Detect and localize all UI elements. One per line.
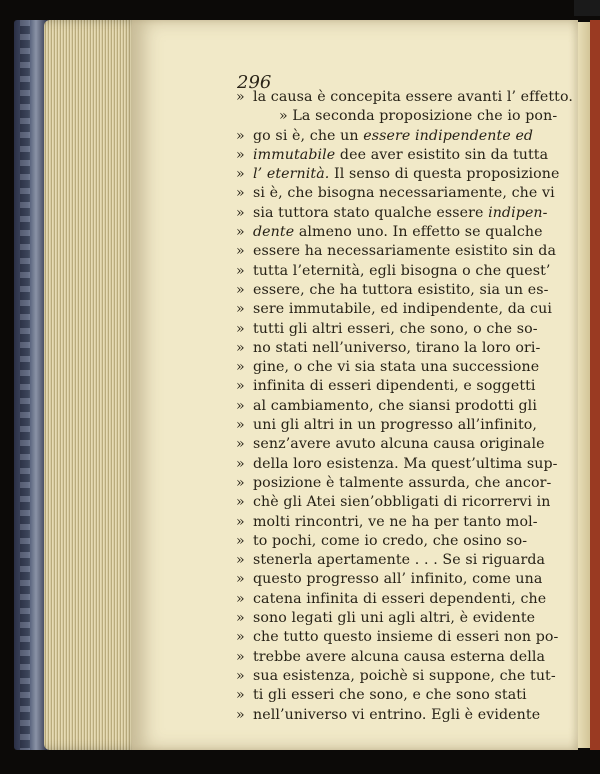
text-run: molti rincontri, ve ne ha per tanto mol-: [253, 513, 538, 530]
text-line: [236, 667, 558, 686]
text-line: [236, 706, 558, 725]
text-run: dee aver esistito sin da tutta: [335, 146, 549, 163]
book-clip: [574, 0, 600, 16]
quote-mark: »: [236, 146, 245, 163]
quote-mark: »: [236, 474, 245, 491]
text-run: l’ eternità.: [253, 166, 330, 183]
text-line: [236, 184, 558, 203]
text-run: to pochi, come io credo, che osino so-: [253, 532, 528, 549]
quote-mark: »: [236, 185, 245, 202]
text-run: sua esistenza, poichè si suppone, che tut-: [253, 667, 556, 684]
quote-mark: »: [236, 513, 245, 530]
text-line: [236, 609, 558, 628]
text-line: [236, 146, 558, 165]
page-edges: [44, 20, 140, 750]
text-run: essere ha necessariamente esistito sin da: [253, 243, 557, 260]
text-line: [236, 551, 558, 570]
text-run: no stati nell’universo, tirano la loro ori-: [253, 339, 541, 356]
text-line: [236, 107, 558, 126]
text-line: [236, 358, 558, 377]
text-line: [236, 339, 558, 358]
quote-mark: »: [236, 455, 245, 472]
quote-mark: »: [236, 436, 245, 453]
quote-mark: »: [236, 417, 245, 434]
quote-mark: »: [236, 629, 245, 646]
text-line: [236, 455, 558, 474]
quote-mark: »: [236, 224, 245, 241]
quote-mark: »: [236, 339, 245, 356]
quote-mark: »: [236, 706, 245, 723]
quote-mark: »: [236, 687, 245, 704]
text-line: [236, 204, 558, 223]
text-line: [236, 165, 558, 184]
text-run: go si è, che un: [253, 127, 364, 144]
quote-mark: »: [236, 667, 245, 684]
text-line: [236, 281, 558, 300]
text-run: nell’universo vi entrino. Egli è evidente: [253, 706, 541, 723]
text-line: [236, 416, 558, 435]
text-line: [236, 513, 558, 532]
quote-mark: »: [236, 532, 245, 549]
text-run: la causa è concepita essere avanti l’ effetto.: [253, 89, 573, 105]
text-run: trebbe avere alcuna causa esterna della: [253, 648, 546, 665]
text-run: gine, o che vi sia stata una successione: [253, 359, 540, 376]
quote-mark: »: [236, 127, 245, 144]
text-run: chè gli Atei sien’obbligati di ricorrervi in: [253, 494, 551, 511]
quote-mark: »: [236, 204, 245, 221]
text-run: immutabile: [253, 146, 336, 163]
text-line: [236, 628, 558, 647]
text-run: almeno uno. In effetto se qualche: [294, 224, 543, 241]
quote-mark: »: [236, 166, 245, 183]
text-line: [236, 397, 558, 416]
text-run: sono legati gli uni agli altri, è evidente: [253, 610, 536, 627]
text-run: » La seconda proposizione che io pon-: [279, 108, 558, 125]
text-run: catena infinita di esseri dependenti, che: [253, 590, 547, 607]
text-run: sia tuttora stato qualche essere: [253, 204, 489, 221]
quote-mark: »: [236, 359, 245, 376]
quote-mark: »: [236, 590, 245, 607]
quote-mark: »: [236, 494, 245, 511]
text-run: sere immutabile, ed indipendente, da cui: [253, 301, 552, 318]
text-line: [236, 474, 558, 493]
text-run: tutti gli altri esseri, che sono, o che so-: [253, 320, 538, 337]
text-run: che tutto questo insieme di esseri non po-: [253, 629, 559, 646]
text-line: [236, 648, 558, 667]
text-line: [236, 590, 558, 609]
text-run: Il senso di questa proposizione: [329, 166, 560, 183]
quote-mark: »: [236, 89, 245, 105]
text-line: [236, 570, 558, 589]
quote-mark: »: [236, 552, 245, 569]
text-line: [236, 493, 558, 512]
text-line: [236, 320, 558, 339]
quote-mark: »: [236, 571, 245, 588]
text-line: [236, 377, 558, 396]
page-text: [236, 88, 573, 725]
text-line: [236, 300, 558, 319]
text-line: [236, 242, 558, 261]
text-run: al cambiamento, che siansi prodotti gli: [253, 397, 537, 414]
quote-mark: »: [236, 281, 245, 298]
text-run: senz’avere avuto alcuna causa originale: [253, 436, 545, 453]
text-line: [236, 127, 558, 146]
text-run: essere indipendente ed: [363, 127, 534, 144]
text-run: posizione è talmente assurda, che ancor-: [253, 474, 552, 491]
quote-mark: »: [236, 648, 245, 665]
quote-mark: »: [236, 301, 245, 318]
quote-mark: »: [236, 397, 245, 414]
page-number: 296: [237, 72, 272, 93]
text-run: indipen-: [488, 204, 548, 221]
text-line: [236, 435, 558, 454]
quote-mark: »: [236, 320, 245, 337]
text-run: questo progresso all’ infinito, come una: [253, 571, 543, 588]
text-run: essere, che ha tuttora esistito, sia un es-: [253, 281, 549, 298]
quote-mark: »: [236, 378, 245, 395]
text-line: [236, 223, 558, 242]
text-line: [236, 262, 558, 281]
text-run: dente: [253, 224, 295, 241]
text-run: infinita di esseri dipendenti, e soggetti: [253, 378, 536, 395]
text-line: [236, 532, 558, 551]
quote-mark: »: [236, 243, 245, 260]
quote-mark: »: [236, 610, 245, 627]
text-run: tutta l’eternità, egli bisogna o che quest’: [253, 262, 551, 279]
binding-edge: [590, 20, 600, 750]
text-run: si è, che bisogna necessariamente, che vi: [253, 185, 555, 202]
quote-mark: »: [236, 262, 245, 279]
text-run: ti gli esseri che sono, e che sono stati: [253, 687, 527, 704]
text-run: della loro esistenza. Ma quest’ultima sup-: [253, 455, 558, 472]
text-line: [236, 88, 573, 107]
text-line: [236, 686, 558, 705]
text-run: uni gli altri in un progresso all’infinito,: [253, 417, 537, 434]
text-run: stenerla apertamente . . . Se si riguarda: [253, 552, 546, 569]
